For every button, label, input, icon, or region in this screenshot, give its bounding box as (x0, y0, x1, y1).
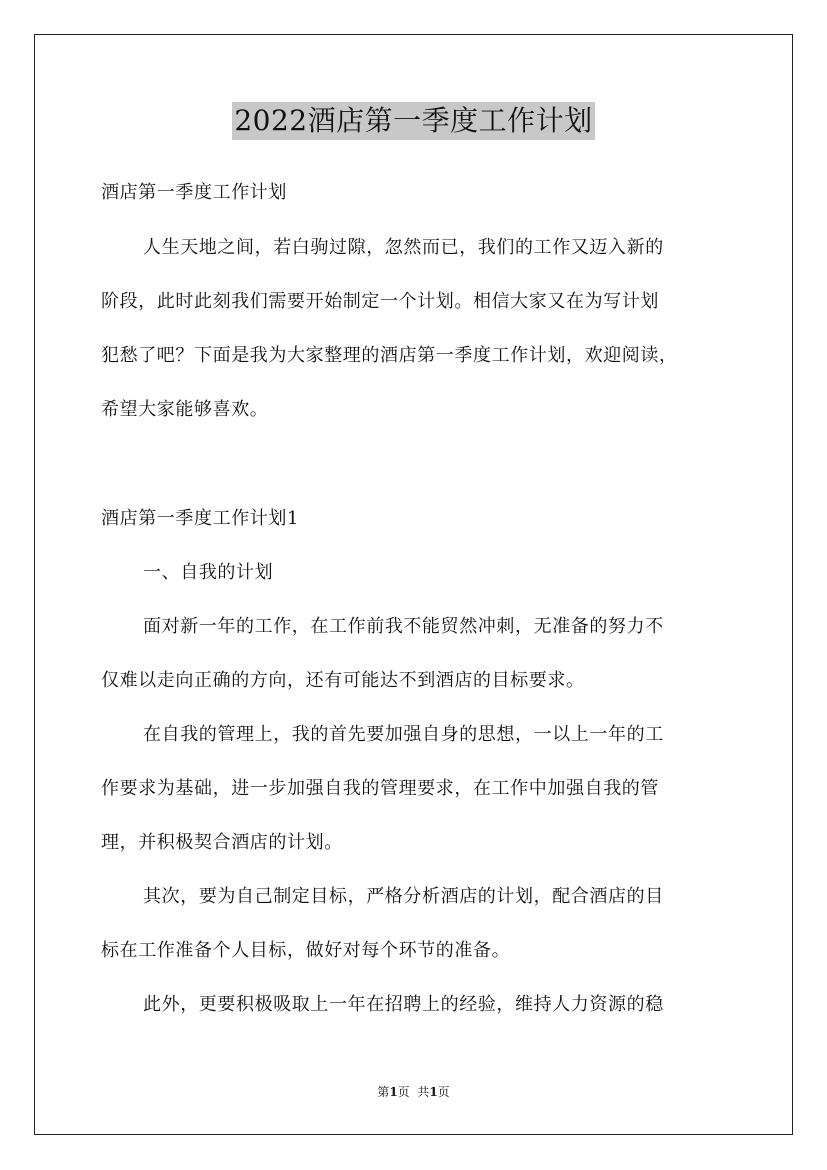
paragraph-line: 其次，要为自己制定目标，严格分析酒店的计划，配合酒店的目 (143, 886, 664, 907)
paragraph-line: 仅难以走向正确的方向，还有可能达不到酒店的目标要求。 (101, 670, 585, 691)
paragraph-line: 犯愁了吧？下面是我为大家整理的酒店第一季度工作计划，欢迎阅读， (101, 345, 678, 366)
subtitle: 酒店第一季度工作计划 (101, 182, 287, 203)
paragraph-line: 标在工作准备个人目标，做好对每个环节的准备。 (101, 940, 511, 961)
paragraph-line: 此外，更要积极吸取上一年在招聘上的经验，维持人力资源的稳 (143, 994, 664, 1015)
page-mid: 页 共 (397, 1085, 430, 1099)
paragraph-line: 阶段，此时此刻我们需要开始制定一个计划。相信大家又在为写计划 (101, 291, 659, 312)
paragraph-line: 面对新一年的工作，在工作前我不能贸然冲刺，无准备的努力不 (143, 616, 664, 637)
section-heading: 酒店第一季度工作计划1 (101, 508, 300, 529)
page-footer (0, 1084, 827, 1100)
paragraph-line: 作要求为基础，进一步加强自我的管理要求，在工作中加强自我的管 (101, 778, 659, 799)
paragraph-line: 希望大家能够喜欢。 (101, 399, 269, 420)
paragraph-line: 在自我的管理上，我的首先要加强自身的思想，一以上一年的工 (143, 724, 664, 745)
document-title: 2022酒店第一季度工作计划 (232, 102, 594, 140)
title-container (0, 102, 827, 140)
page-prefix: 第 (377, 1085, 390, 1099)
page-total: 1 (429, 1085, 438, 1099)
paragraph-line: 人生天地之间，若白驹过隙，忽然而已，我们的工作又迈入新的 (143, 237, 664, 258)
paragraph-line: 理，并积极契合酒店的计划。 (101, 832, 343, 853)
page-number: 1 (389, 1085, 398, 1099)
page-suffix: 页 (437, 1085, 450, 1099)
subsection-heading: 一、自我的计划 (143, 562, 274, 583)
